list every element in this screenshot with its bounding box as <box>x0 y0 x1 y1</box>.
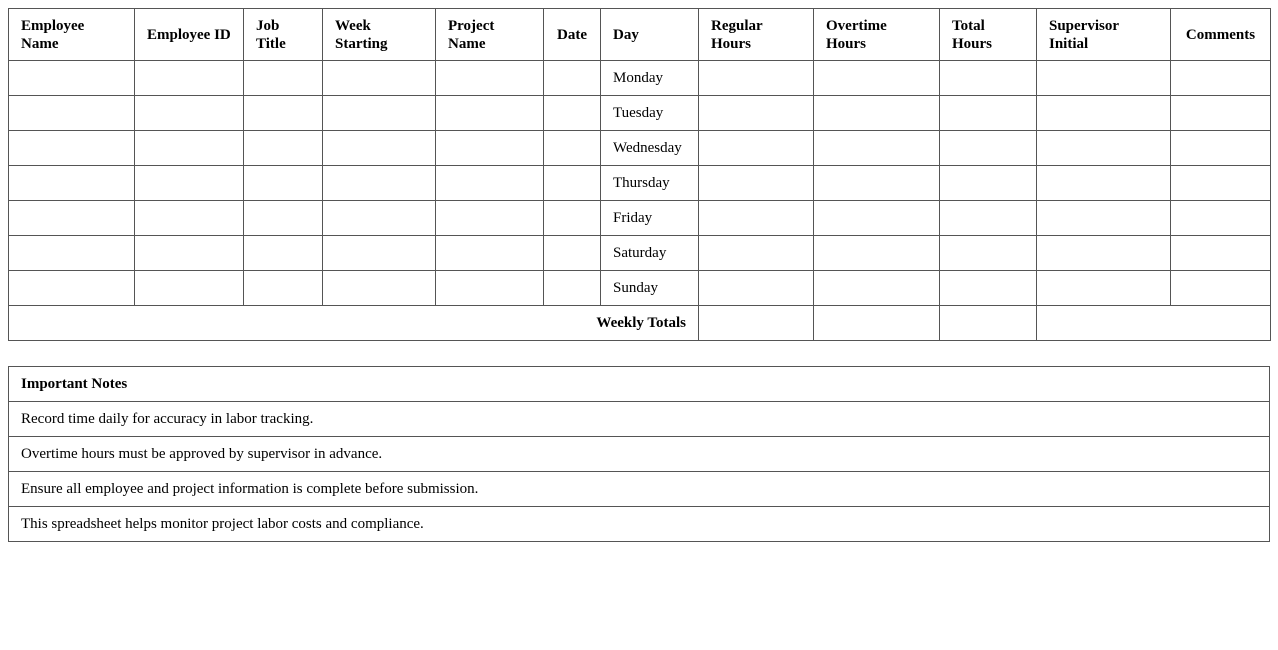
comments-cell[interactable] <box>1171 131 1271 166</box>
total-hours-cell[interactable] <box>940 201 1037 236</box>
supervisor-initial-cell[interactable] <box>1037 166 1171 201</box>
comments-cell[interactable] <box>1171 96 1271 131</box>
header-job-title: Job Title <box>244 9 323 61</box>
total-regular-hours-cell[interactable] <box>699 306 814 341</box>
total-hours-cell[interactable] <box>940 96 1037 131</box>
week-starting-cell[interactable] <box>323 61 436 96</box>
regular-hours-cell[interactable] <box>699 96 814 131</box>
notes-table <box>8 366 1270 542</box>
project-name-cell[interactable] <box>436 166 544 201</box>
week-starting-cell[interactable] <box>323 166 436 201</box>
job-title-cell[interactable] <box>244 96 323 131</box>
employee-id-cell[interactable] <box>135 236 244 271</box>
total-hours-cell[interactable] <box>940 306 1037 341</box>
total-hours-cell[interactable] <box>940 131 1037 166</box>
comments-cell[interactable] <box>1171 271 1271 306</box>
note-text: This spreadsheet helps monitor project labor costs and compliance. <box>9 507 1270 542</box>
day-row-monday <box>9 61 1271 96</box>
date-cell[interactable] <box>544 201 601 236</box>
regular-hours-cell[interactable] <box>699 131 814 166</box>
day-cell: Wednesday <box>601 131 699 166</box>
date-cell[interactable] <box>544 166 601 201</box>
overtime-hours-cell[interactable] <box>814 236 940 271</box>
overtime-hours-cell[interactable] <box>814 201 940 236</box>
employee-name-cell[interactable] <box>9 96 135 131</box>
header-overtime-hours: Overtime Hours <box>814 9 940 61</box>
timesheet-table <box>8 8 1271 341</box>
day-row-sunday <box>9 271 1271 306</box>
header-supervisor-initial: Supervisor Initial <box>1037 9 1171 61</box>
date-cell[interactable] <box>544 96 601 131</box>
header-day: Day <box>601 9 699 61</box>
day-row-friday <box>9 201 1271 236</box>
employee-id-cell[interactable] <box>135 166 244 201</box>
job-title-cell[interactable] <box>244 61 323 96</box>
overtime-hours-cell[interactable] <box>814 61 940 96</box>
employee-name-cell[interactable] <box>9 236 135 271</box>
day-cell: Tuesday <box>601 96 699 131</box>
notes-title: Important Notes <box>9 367 1270 402</box>
day-cell: Friday <box>601 201 699 236</box>
day-row-thursday <box>9 166 1271 201</box>
total-hours-cell[interactable] <box>940 61 1037 96</box>
employee-id-cell[interactable] <box>135 96 244 131</box>
week-starting-cell[interactable] <box>323 96 436 131</box>
project-name-cell[interactable] <box>436 61 544 96</box>
day-cell: Saturday <box>601 236 699 271</box>
day-row-saturday <box>9 236 1271 271</box>
project-name-cell[interactable] <box>436 131 544 166</box>
day-row-tuesday <box>9 96 1271 131</box>
overtime-hours-cell[interactable] <box>814 166 940 201</box>
date-cell[interactable] <box>544 271 601 306</box>
employee-id-cell[interactable] <box>135 201 244 236</box>
header-comments: Comments <box>1171 9 1271 61</box>
weekly-totals-label: Weekly Totals <box>9 306 699 341</box>
supervisor-initial-cell[interactable] <box>1037 201 1171 236</box>
week-starting-cell[interactable] <box>323 271 436 306</box>
header-total-hours: Total Hours <box>940 9 1037 61</box>
employee-id-cell[interactable] <box>135 61 244 96</box>
overtime-hours-cell[interactable] <box>814 131 940 166</box>
header-week-starting: Week Starting <box>323 9 436 61</box>
supervisor-initial-cell[interactable] <box>1037 61 1171 96</box>
totals-blank-cell <box>1037 306 1271 341</box>
date-cell[interactable] <box>544 236 601 271</box>
job-title-cell[interactable] <box>244 271 323 306</box>
weekly-totals-row <box>9 306 1271 341</box>
week-starting-cell[interactable] <box>323 131 436 166</box>
header-employee-id: Employee ID <box>135 9 244 61</box>
overtime-hours-cell[interactable] <box>814 96 940 131</box>
supervisor-initial-cell[interactable] <box>1037 96 1171 131</box>
employee-name-cell[interactable] <box>9 271 135 306</box>
job-title-cell[interactable] <box>244 236 323 271</box>
date-cell[interactable] <box>544 61 601 96</box>
header-row <box>9 9 1271 61</box>
employee-id-cell[interactable] <box>135 131 244 166</box>
project-name-cell[interactable] <box>436 96 544 131</box>
date-cell[interactable] <box>544 131 601 166</box>
job-title-cell[interactable] <box>244 166 323 201</box>
regular-hours-cell[interactable] <box>699 61 814 96</box>
day-cell: Monday <box>601 61 699 96</box>
note-row <box>9 472 1270 507</box>
header-project-name: Project Name <box>436 9 544 61</box>
regular-hours-cell[interactable] <box>699 201 814 236</box>
header-regular-hours: Regular Hours <box>699 9 814 61</box>
total-overtime-hours-cell[interactable] <box>814 306 940 341</box>
note-row <box>9 507 1270 542</box>
employee-name-cell[interactable] <box>9 166 135 201</box>
total-hours-cell[interactable] <box>940 236 1037 271</box>
job-title-cell[interactable] <box>244 201 323 236</box>
employee-name-cell[interactable] <box>9 61 135 96</box>
regular-hours-cell[interactable] <box>699 236 814 271</box>
total-hours-cell[interactable] <box>940 166 1037 201</box>
header-date: Date <box>544 9 601 61</box>
job-title-cell[interactable] <box>244 131 323 166</box>
notes-title-row <box>9 367 1270 402</box>
supervisor-initial-cell[interactable] <box>1037 131 1171 166</box>
day-cell: Sunday <box>601 271 699 306</box>
note-text: Record time daily for accuracy in labor tracking. <box>9 402 1270 437</box>
note-row <box>9 437 1270 472</box>
comments-cell[interactable] <box>1171 61 1271 96</box>
regular-hours-cell[interactable] <box>699 271 814 306</box>
project-name-cell[interactable] <box>436 201 544 236</box>
comments-cell[interactable] <box>1171 201 1271 236</box>
day-row-wednesday <box>9 131 1271 166</box>
regular-hours-cell[interactable] <box>699 166 814 201</box>
project-name-cell[interactable] <box>436 236 544 271</box>
supervisor-initial-cell[interactable] <box>1037 236 1171 271</box>
employee-id-cell[interactable] <box>135 271 244 306</box>
header-employee-name: Employee Name <box>9 9 135 61</box>
employee-name-cell[interactable] <box>9 201 135 236</box>
comments-cell[interactable] <box>1171 166 1271 201</box>
week-starting-cell[interactable] <box>323 201 436 236</box>
week-starting-cell[interactable] <box>323 236 436 271</box>
total-hours-cell[interactable] <box>940 271 1037 306</box>
supervisor-initial-cell[interactable] <box>1037 271 1171 306</box>
overtime-hours-cell[interactable] <box>814 271 940 306</box>
note-text: Overtime hours must be approved by supervisor in advance. <box>9 437 1270 472</box>
day-cell: Thursday <box>601 166 699 201</box>
comments-cell[interactable] <box>1171 236 1271 271</box>
employee-name-cell[interactable] <box>9 131 135 166</box>
project-name-cell[interactable] <box>436 271 544 306</box>
note-row <box>9 402 1270 437</box>
note-text: Ensure all employee and project information is complete before submission. <box>9 472 1270 507</box>
